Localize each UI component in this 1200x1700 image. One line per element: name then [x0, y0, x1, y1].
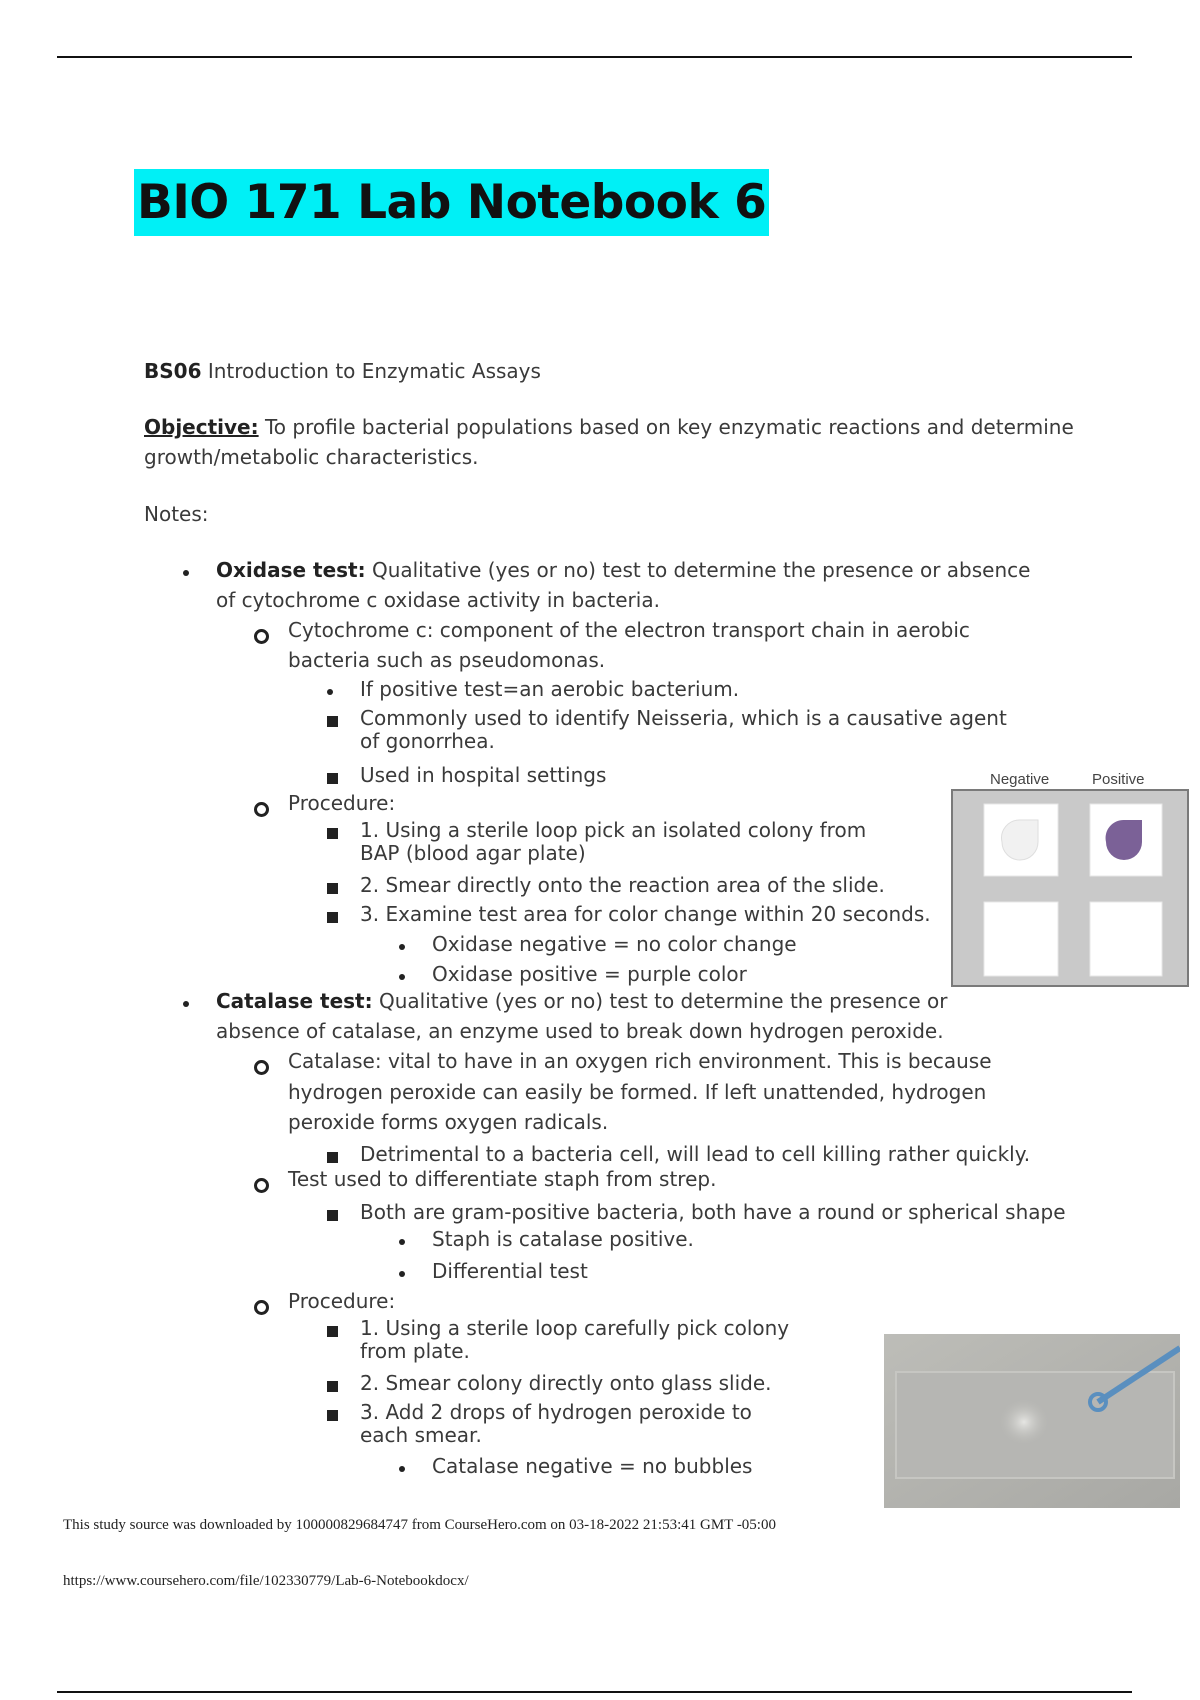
- cat-step1a: 1. Using a sterile loop carefully pick colony: [360, 1316, 790, 1340]
- bullet-square: [327, 1381, 338, 1392]
- bullet-square: [327, 1326, 338, 1337]
- source-url[interactable]: https://www.coursehero.com/file/102330779/Lab-6-Notebookdocx/: [63, 1573, 469, 1589]
- ox-negative: Oxidase negative = no color change: [432, 932, 797, 956]
- bullet-dot: [399, 1466, 405, 1472]
- bottom-rule: [57, 1691, 1132, 1693]
- bullet-circle: [254, 1300, 269, 1315]
- negative-spot: [1002, 820, 1038, 860]
- bullet-dot: [399, 944, 405, 950]
- subtitle-text: Introduction to Enzymatic Assays: [201, 359, 541, 383]
- positive-aerobic: If positive test=an aerobic bacterium.: [360, 677, 740, 701]
- download-notice: This study source was downloaded by 100000829684747 from CourseHero.com on 03-18-2022 21:53:41 GMT -05:00: [63, 1517, 776, 1533]
- bullet-square: [327, 883, 338, 894]
- ox-positive: Oxidase positive = purple color: [432, 962, 747, 986]
- cat-step1b: from plate.: [360, 1339, 470, 1363]
- ox-step3: 3. Examine test area for color change within 20 seconds.: [360, 902, 931, 926]
- ox-step1a: 1. Using a sterile loop pick an isolated colony from: [360, 818, 867, 842]
- page-title: BIO 171 Lab Notebook 6: [134, 169, 769, 236]
- objective: [144, 412, 1074, 442]
- oxidase-line2: of cytochrome c oxidase activity in bacteria.: [216, 588, 660, 612]
- bullet-dot: [399, 974, 405, 980]
- oxidase-slide-figure: [942, 760, 1192, 990]
- bullet-circle: [254, 1178, 269, 1193]
- catalase-staph: Staph is catalase positive.: [432, 1227, 694, 1251]
- bullet-square: [327, 1152, 338, 1163]
- fig-positive-label: Positive: [1092, 771, 1145, 788]
- objective-text: To profile bacterial populations based on key enzymatic reactions and determine: [258, 415, 1074, 439]
- catalase-line2: absence of catalase, an enzyme used to break down hydrogen peroxide.: [216, 1019, 944, 1043]
- neisseria-line2: of gonorrhea.: [360, 729, 495, 753]
- catalase-slide-photo: [884, 1334, 1180, 1508]
- bullet-dot: [183, 1001, 189, 1007]
- oxidase-heading: Oxidase test: Qualitative (yes or no) test to determine the presence or absence: [216, 558, 1031, 582]
- catalase-procedure: Procedure:: [288, 1289, 396, 1313]
- top-rule: [57, 56, 1132, 58]
- bullet-square: [327, 828, 338, 839]
- notes-label: Notes:: [144, 502, 209, 526]
- cyto-line2: bacteria such as pseudomonas.: [288, 648, 606, 672]
- cat-step3a: 3. Add 2 drops of hydrogen peroxide to: [360, 1400, 752, 1424]
- hospital-settings: Used in hospital settings: [360, 763, 607, 787]
- catalase-c2: hydrogen peroxide can easily be formed. If left unattended, hydrogen: [288, 1080, 987, 1104]
- oxidase-label: Oxidase test:: [216, 558, 366, 582]
- cat-step3b: each smear.: [360, 1423, 482, 1447]
- bullet-dot: [327, 689, 333, 695]
- objective-line2: growth/metabolic characteristics.: [144, 445, 479, 469]
- ox-step1b: BAP (blood agar plate): [360, 841, 586, 865]
- positive-spot: [1106, 820, 1142, 860]
- catalase-differentiate: Test used to differentiate staph from strep.: [288, 1167, 717, 1191]
- bullet-circle: [254, 802, 269, 817]
- bullet-dot: [399, 1271, 405, 1277]
- course-code: BS06: [144, 359, 202, 383]
- neg-well-bottom: [984, 902, 1058, 976]
- bullet-dot: [183, 570, 189, 576]
- oxidase-procedure: Procedure:: [288, 791, 396, 815]
- catalase-c3: peroxide forms oxygen radicals.: [288, 1110, 609, 1134]
- catalase-both: Both are gram-positive bacteria, both have a round or spherical shape: [360, 1200, 1066, 1224]
- ox-step2: 2. Smear directly onto the reaction area of the slide.: [360, 873, 885, 897]
- bullet-square: [327, 912, 338, 923]
- bullet-square: [327, 716, 338, 727]
- bullet-square: [327, 1410, 338, 1421]
- bullet-square: [327, 1210, 338, 1221]
- catalase-heading: Catalase test: Qualitative (yes or no) test to determine the presence or: [216, 989, 948, 1013]
- cyto-line1: Cytochrome c: component of the electron transport chain in aerobic: [288, 618, 970, 642]
- cat-step2: 2. Smear colony directly onto glass slide.: [360, 1371, 772, 1395]
- bullet-circle: [254, 629, 269, 644]
- neisseria-line1: Commonly used to identify Neisseria, which is a causative agent: [360, 706, 1007, 730]
- bullet-square: [327, 773, 338, 784]
- subtitle: [144, 356, 541, 386]
- bullet-dot: [399, 1239, 405, 1245]
- catalase-c1: Catalase: vital to have in an oxygen rich environment. This is because: [288, 1049, 992, 1073]
- bullet-circle: [254, 1060, 269, 1075]
- catalase-label: Catalase test:: [216, 989, 373, 1013]
- catalase-differential: Differential test: [432, 1259, 588, 1283]
- smear-spot: [996, 1396, 1052, 1448]
- cat-negative: Catalase negative = no bubbles: [432, 1454, 753, 1478]
- pos-well-bottom: [1090, 902, 1162, 976]
- fig-negative-label: Negative: [990, 771, 1050, 788]
- objective-label: Objective:: [144, 415, 259, 439]
- catalase-detrimental: Detrimental to a bacteria cell, will lead to cell killing rather quickly.: [360, 1142, 1031, 1166]
